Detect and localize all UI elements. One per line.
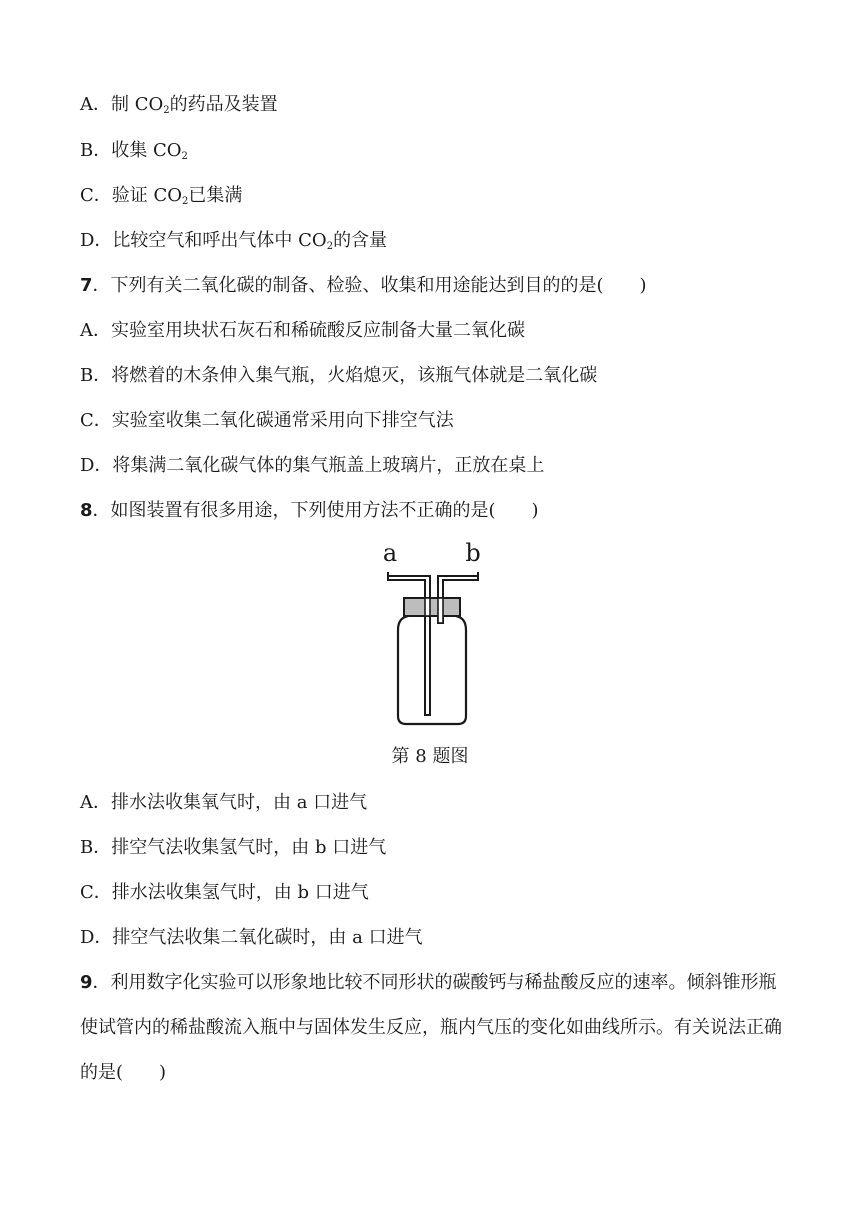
tube-a-through-stopper [425, 598, 430, 616]
label-a: a [382, 539, 398, 567]
q8-option-c: C．排水法收集氢气时，由 b 口进气 [80, 882, 369, 903]
rubber-stopper [404, 598, 460, 616]
q6-option-a: A．制 $CO_2$的药品及装置 [80, 94, 278, 116]
gas-bottle-diagram [370, 538, 490, 733]
label-b: b [465, 539, 481, 567]
q8-stem: 8．如图装置有很多用途，下列使用方法不正确的是( ) [80, 500, 539, 521]
q7-option-a: A．实验室用块状石灰石和稀硫酸反应制备大量二氧化碳 [80, 320, 525, 341]
q7-option-b: B．将燃着的木条伸入集气瓶，火焰熄灭，该瓶气体就是二氧化碳 [80, 365, 598, 386]
q8-option-b: B．排空气法收集氢气时，由 b 口进气 [80, 837, 387, 858]
tube-b-through-stopper [438, 598, 443, 623]
q6-option-c: C．验证 $CO_2$已集满 [80, 185, 243, 207]
q9-number: 9 [80, 972, 93, 993]
q8-option-d: D．排空气法收集二氧化碳时，由 a 口进气 [80, 927, 423, 948]
q9-stem: 9．利用数字化实验可以形象地比较不同形状的碳酸钙与稀盐酸反应的速率。倾斜锥形瓶使试管内的稀盐酸流入瓶中与固体发生反应，瓶内气压的变化如曲线所示。有关说法正确的是( ) [80, 972, 782, 1083]
q7-number: 7 [80, 275, 93, 296]
bottle-body [398, 606, 466, 724]
q7-stem: 7．下列有关二氧化碳的制备、检验、收集和用途能达到目的的是( ) [80, 275, 647, 296]
q6-option-b: B．收集 $CO_2$ [80, 140, 188, 162]
long-tube-a [388, 572, 430, 715]
q7-option-c: C．实验室收集二氧化碳通常采用向下排空气法 [80, 410, 454, 431]
q8-number: 8 [80, 500, 93, 521]
q6-option-d: D．比较空气和呼出气体中 $CO_2$的含量 [80, 230, 388, 252]
figure-caption: 第 8 题图 [391, 746, 469, 767]
q8-option-a: A．排水法收集氧气时，由 a 口进气 [80, 792, 368, 813]
gas-bottle-figure [370, 538, 490, 733]
q7-option-d: D．将集满二氧化碳气体的集气瓶盖上玻璃片，正放在桌上 [80, 455, 545, 476]
